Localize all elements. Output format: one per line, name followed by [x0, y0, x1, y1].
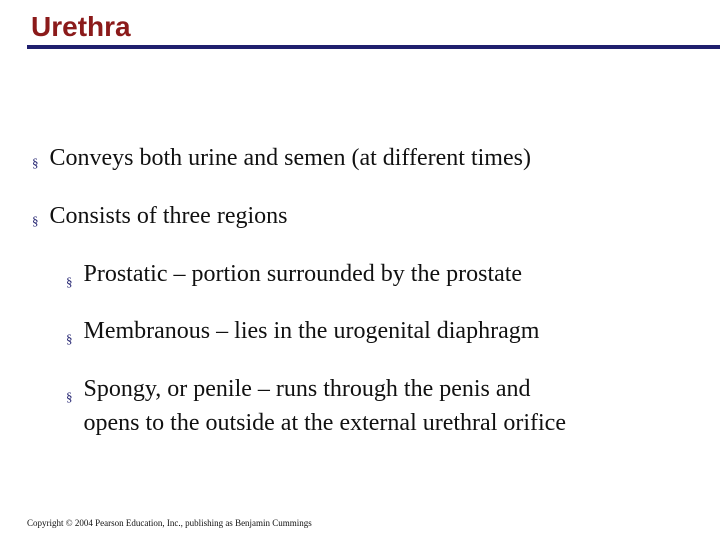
square-bullet-icon: § [32, 155, 39, 170]
square-bullet-icon: § [66, 331, 73, 346]
sub-bullet-item [66, 257, 522, 299]
sub-bullet-item [66, 314, 539, 356]
title-divider [27, 45, 720, 49]
bullet-item [32, 144, 531, 177]
sub-bullet-text: Prostatic – portion surrounded by the prostate [83, 261, 523, 287]
bullet-item [32, 202, 287, 235]
square-bullet-icon: § [66, 274, 73, 289]
sub-bullet-text: Membranous – lies in the urogenital diaphragm [83, 318, 540, 344]
bullet-text: Conveys both urine and semen (at different times) [49, 145, 531, 171]
square-bullet-icon: § [32, 213, 39, 228]
copyright-footer: Copyright © 2004 Pearson Education, Inc., publishing as Benjamin Cummings [27, 518, 312, 528]
square-bullet-icon: § [66, 389, 73, 404]
slide-title: Urethra [31, 11, 131, 42]
bullet-text: Consists of three regions [49, 203, 288, 229]
sub-bullet-item [66, 372, 566, 440]
sub-bullet-text: Spongy, or penile – runs through the penis and opens to the outside at the external urethral orifice [83, 376, 566, 436]
